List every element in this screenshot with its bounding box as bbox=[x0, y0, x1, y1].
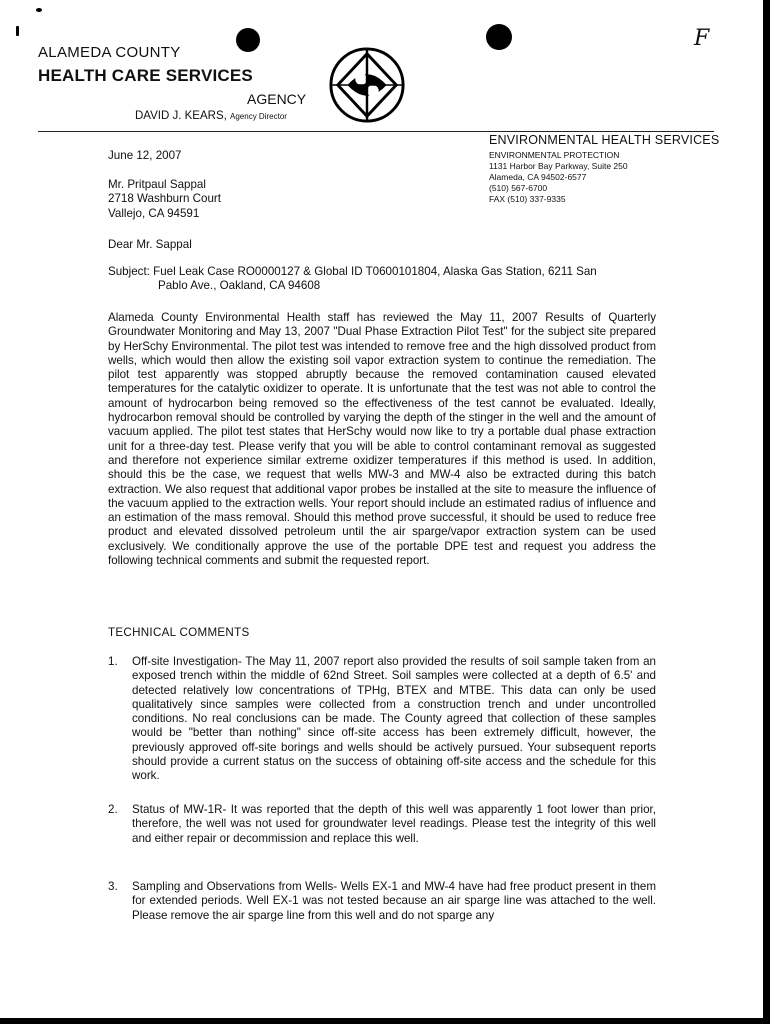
county-seal-logo bbox=[328, 46, 406, 124]
hole-punch-right bbox=[486, 24, 512, 50]
department-title: ENVIRONMENTAL HEALTH SERVICES bbox=[489, 133, 720, 147]
body-paragraph: Alameda County Environmental Health staff has reviewed the May 11, 2007 Results of Quarterly Groundwater Monitoring and May 13, 2007 "Dual Phase Extraction Pilot Test" for the subject site prepared by HerSchy Environmental. The pilot test was intended to remove free and the high dissolved product from wells, which would then allow the existing soil vapor extraction system to continue the remediation. The pilot test apparently was stopped abruptly because the removed contamination caused elevated temperatures for the catalytic oxidizer to operate. It is unfortunate that the test was not able to control the amount of hydrocarbon being removed so the effectiveness of the test cannot be evaluated. Ideally, hydrocarbon removal should be controlled by varying the depth of the stinger in the well and the amount of vacuum applied. The pilot test states that HerSchy would now like to try a portable dual phase extraction unit for a three-day test. Please verify that you will be able to control contaminant removal as suggested and therefore not experience similar extreme oxidizer temperatures if this method is used. In addition, should this be the case, we request that wells MW-3 and MW-4 also be extracted during this batch extraction. We also request that additional vapor probes be installed at the site to measure the influence of the vacuum applied to the extraction wells. Your report should include an estimated radius of influence and an estimation of the mass removal. Should this method prove successful, it should be used to reduce free product and elevated dissolved petroleum until the air sparge/vapor extraction system can be used exclusively. We conditionally approve the use of the portable DPE test and request you address the following technical comments and submit the requested report. bbox=[108, 311, 656, 568]
recipient-line: 2718 Washburn Court bbox=[108, 192, 221, 206]
comment-number: 2. bbox=[108, 803, 118, 816]
comment-text: Status of MW-1R- It was reported that the depth of this well was apparently 1 foot lower than prior, therefore, the well was not used for groundwater level readings. Please test the integrity of this well and either repair or decommission and replace this well. bbox=[132, 803, 656, 845]
handwritten-mark: F bbox=[694, 26, 710, 51]
agency-label: AGENCY bbox=[247, 91, 307, 107]
hole-punch-left bbox=[236, 28, 260, 52]
department-line: FAX (510) 337-9335 bbox=[489, 194, 566, 204]
comment-text: Sampling and Observations from Wells- Wells EX-1 and MW-4 have had free product present in them for extended periods. Well EX-1 was not tested because an air sparge line was attached to the well. Please remove the air sparge line from this well and do not sparge any bbox=[132, 880, 656, 922]
subject-line-1: Subject: Fuel Leak Case RO0000127 & Global ID T0600101804, Alaska Gas Station, 6211 San bbox=[108, 265, 597, 278]
department-address bbox=[489, 150, 628, 205]
county-name: ALAMEDA COUNTY bbox=[38, 44, 181, 61]
letterhead-rule bbox=[38, 131, 714, 132]
comment-number: 1. bbox=[108, 655, 118, 668]
scan-speck bbox=[36, 8, 42, 12]
subject-line bbox=[108, 265, 668, 294]
salutation: Dear Mr. Sappal bbox=[108, 238, 192, 251]
comment-number: 3. bbox=[108, 880, 118, 893]
scan-edge-right bbox=[763, 0, 770, 1024]
recipient-address bbox=[108, 178, 221, 221]
director-title: Agency Director bbox=[230, 112, 287, 121]
department-line: 1131 Harbor Bay Parkway, Suite 250 bbox=[489, 161, 628, 171]
technical-comments-heading: TECHNICAL COMMENTS bbox=[108, 626, 250, 639]
scan-edge-bottom bbox=[0, 1018, 770, 1024]
comment-text: Off-site Investigation- The May 11, 2007 report also provided the results of soil sample taken from an exposed trench within the middle of 62nd Street. Soil samples were collected at a depth of 6.5' and detected relatively low concentrations of TPHg, BTEX and MTBE. This data can only be used qualitatively since samples were collected from a construction trench and under uncontrolled conditions. No real conclusions can be made. The County agreed that collection of these samples would be "better than nothing" since off-site access has been extremely difficult, however, the previously approved off-site borings and wells should be actively pursued. Your subsequent reports should provide a current status on the success of obtaining off-site access and the schedule for this work. bbox=[132, 655, 656, 783]
subject-line-2: Pablo Ave., Oakland, CA 94608 bbox=[158, 279, 321, 293]
department-line: ENVIRONMENTAL PROTECTION bbox=[489, 150, 620, 160]
department-line: Alameda, CA 94502-6577 bbox=[489, 172, 587, 182]
director-line bbox=[135, 110, 287, 122]
scan-speck bbox=[16, 26, 19, 36]
recipient-line: Vallejo, CA 94591 bbox=[108, 206, 200, 220]
department-line: (510) 567-6700 bbox=[489, 183, 548, 193]
letter-date: June 12, 2007 bbox=[108, 149, 182, 162]
director-name: DAVID J. KEARS, bbox=[135, 110, 227, 122]
agency-org-name: HEALTH CARE SERVICES bbox=[38, 66, 253, 85]
recipient-line: Mr. Pritpaul Sappal bbox=[108, 178, 206, 191]
